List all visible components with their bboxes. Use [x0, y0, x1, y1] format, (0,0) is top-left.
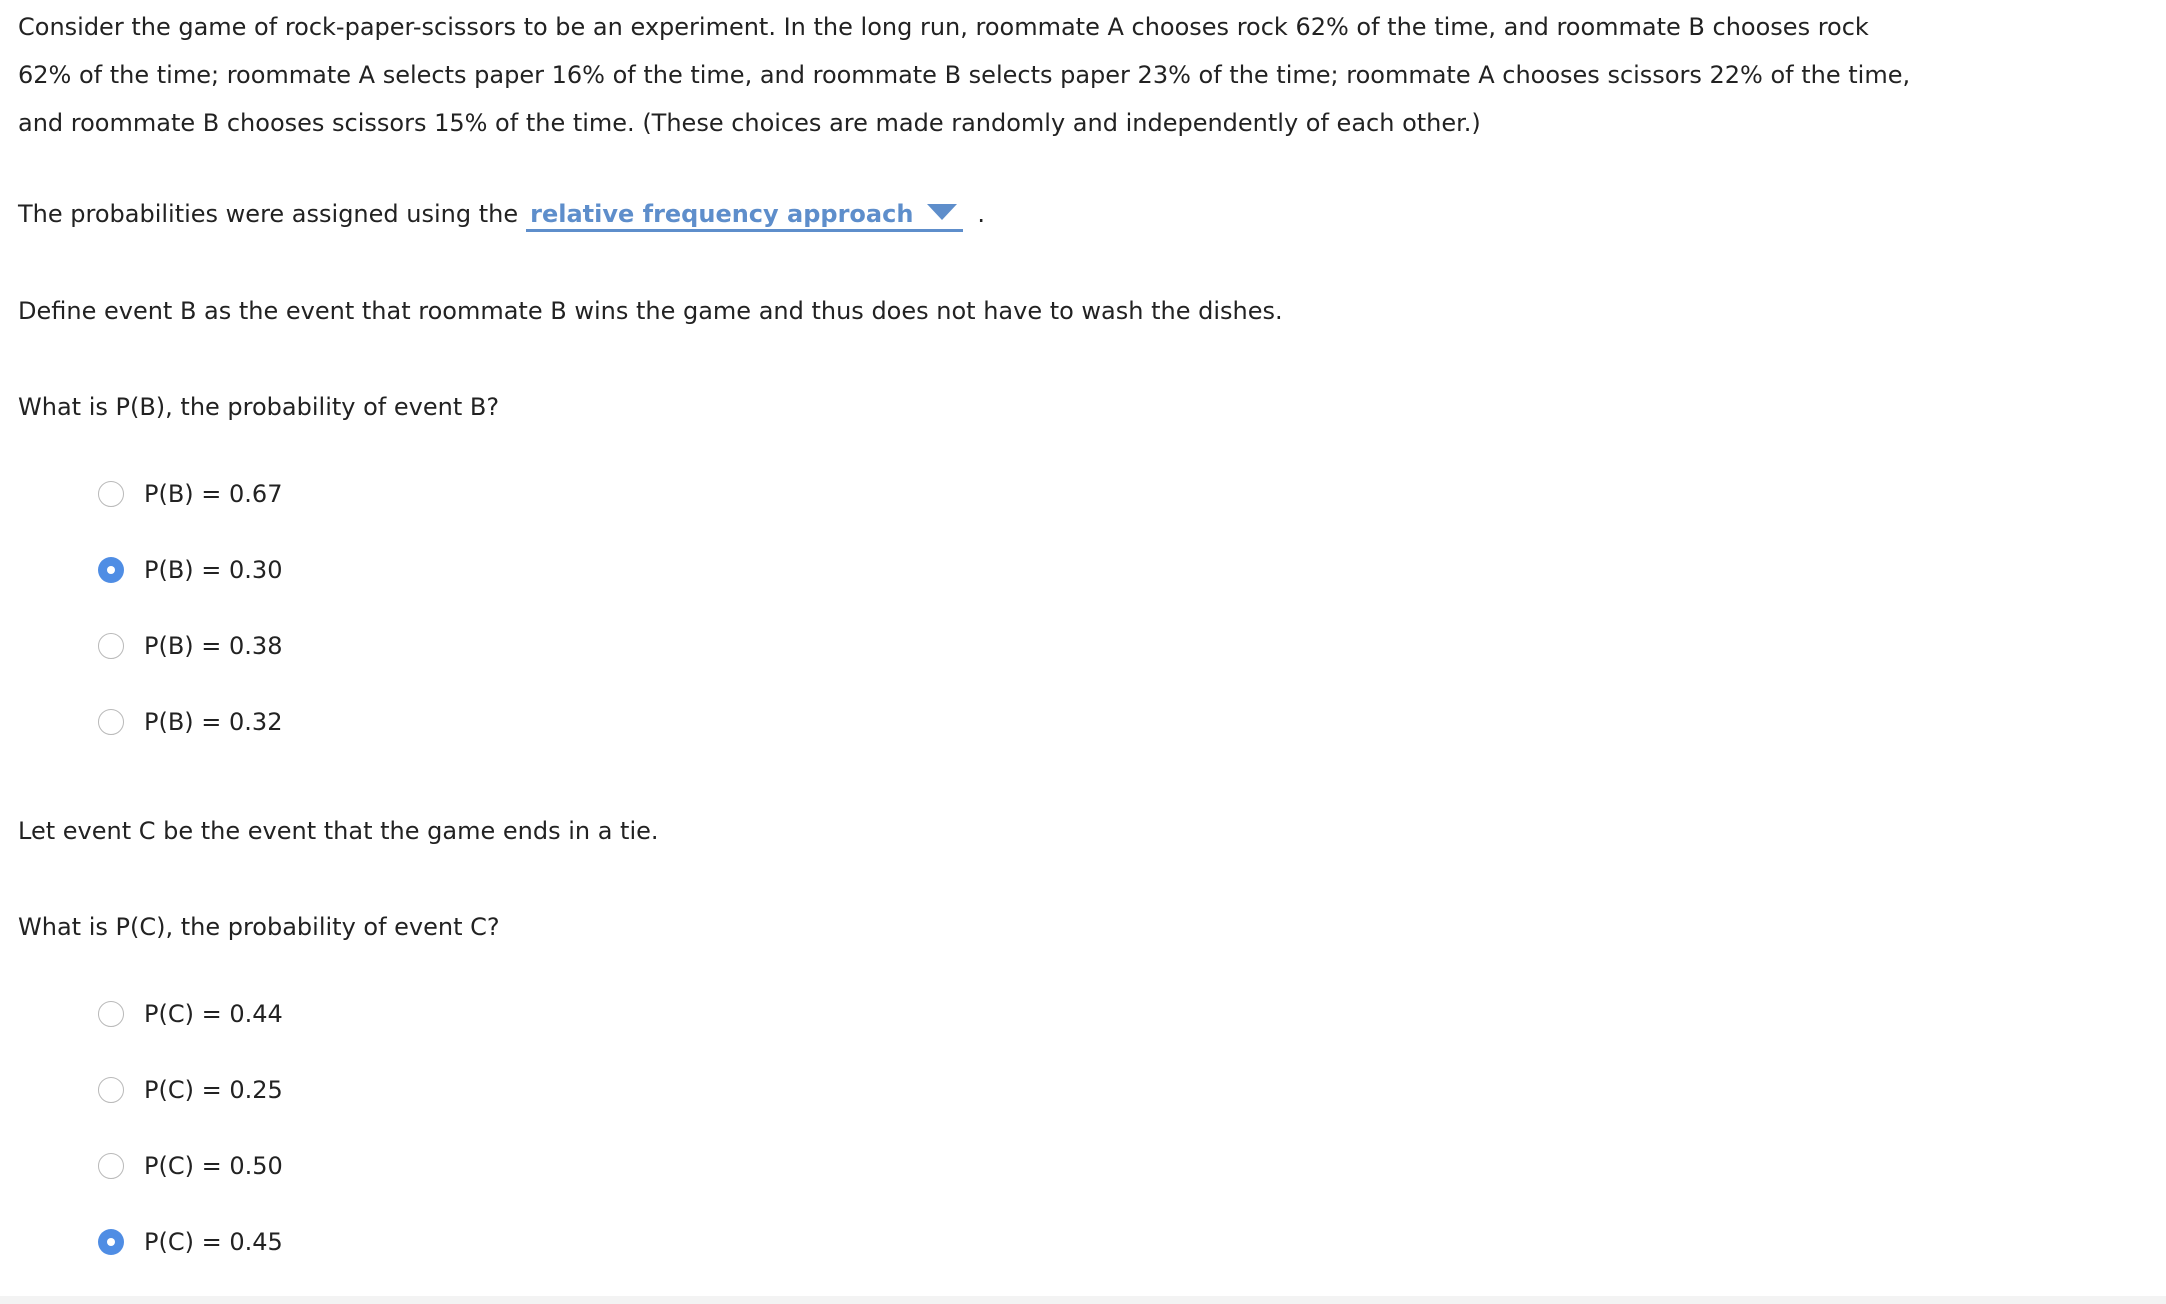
option-c-1[interactable] [98, 994, 283, 1034]
event-b-definition: Define event B as the event that roommate B wins the game and thus does not have to wash the dishes. [18, 297, 1283, 325]
option-c-1-label: P(C) = 0.44 [144, 1000, 283, 1028]
caret-down-icon [927, 204, 957, 220]
question-b: What is P(B), the probability of event B? [18, 393, 500, 421]
approach-suffix: . [977, 200, 986, 228]
option-b-3[interactable] [98, 626, 282, 666]
event-c-definition: Let event C be the event that the game ends in a tie. [18, 817, 659, 845]
option-c-2[interactable] [98, 1070, 283, 1110]
option-b-1[interactable] [98, 474, 282, 514]
option-b-3-label: P(B) = 0.38 [144, 632, 283, 660]
radio-icon[interactable] [98, 481, 124, 507]
option-c-2-label: P(C) = 0.25 [144, 1076, 283, 1104]
option-b-1-label: P(B) = 0.67 [144, 480, 283, 508]
option-c-3-label: P(C) = 0.50 [144, 1152, 283, 1180]
option-c-4-label: P(C) = 0.45 [144, 1228, 283, 1256]
option-b-4[interactable] [98, 702, 282, 742]
approach-prefix: The probabilities were assigned using the [18, 200, 519, 228]
option-b-4-label: P(B) = 0.32 [144, 708, 283, 736]
option-b-2-label: P(B) = 0.30 [144, 556, 283, 584]
question-c: What is P(C), the probability of event C? [18, 913, 500, 941]
option-c-3[interactable] [98, 1146, 283, 1186]
approach-selected-value: relative frequency approach [530, 200, 914, 228]
page-bottom-edge [0, 1296, 2166, 1304]
radio-icon[interactable] [98, 1001, 124, 1027]
approach-sentence [18, 198, 985, 232]
radio-icon[interactable] [98, 1077, 124, 1103]
radio-icon[interactable] [98, 709, 124, 735]
approach-dropdown[interactable] [526, 199, 963, 232]
radio-checked-icon[interactable] [98, 557, 124, 583]
option-b-2[interactable] [98, 550, 282, 590]
radio-icon[interactable] [98, 1153, 124, 1179]
problem-intro: Consider the game of rock-paper-scissors to be an experiment. In the long run, roommate A chooses rock 62% of the time, and roommate B chooses rock 62% of the time; roommate A selects paper 16% of the time, and roommate B selects paper 23% of the time; roommate A chooses scissors 22% of the time, and roommate B chooses scissors 15% of the time. (These choices are made randomly and independently of each other.) [18, 13, 1911, 137]
radio-checked-icon[interactable] [98, 1229, 124, 1255]
option-c-4[interactable] [98, 1222, 283, 1262]
radio-icon[interactable] [98, 633, 124, 659]
